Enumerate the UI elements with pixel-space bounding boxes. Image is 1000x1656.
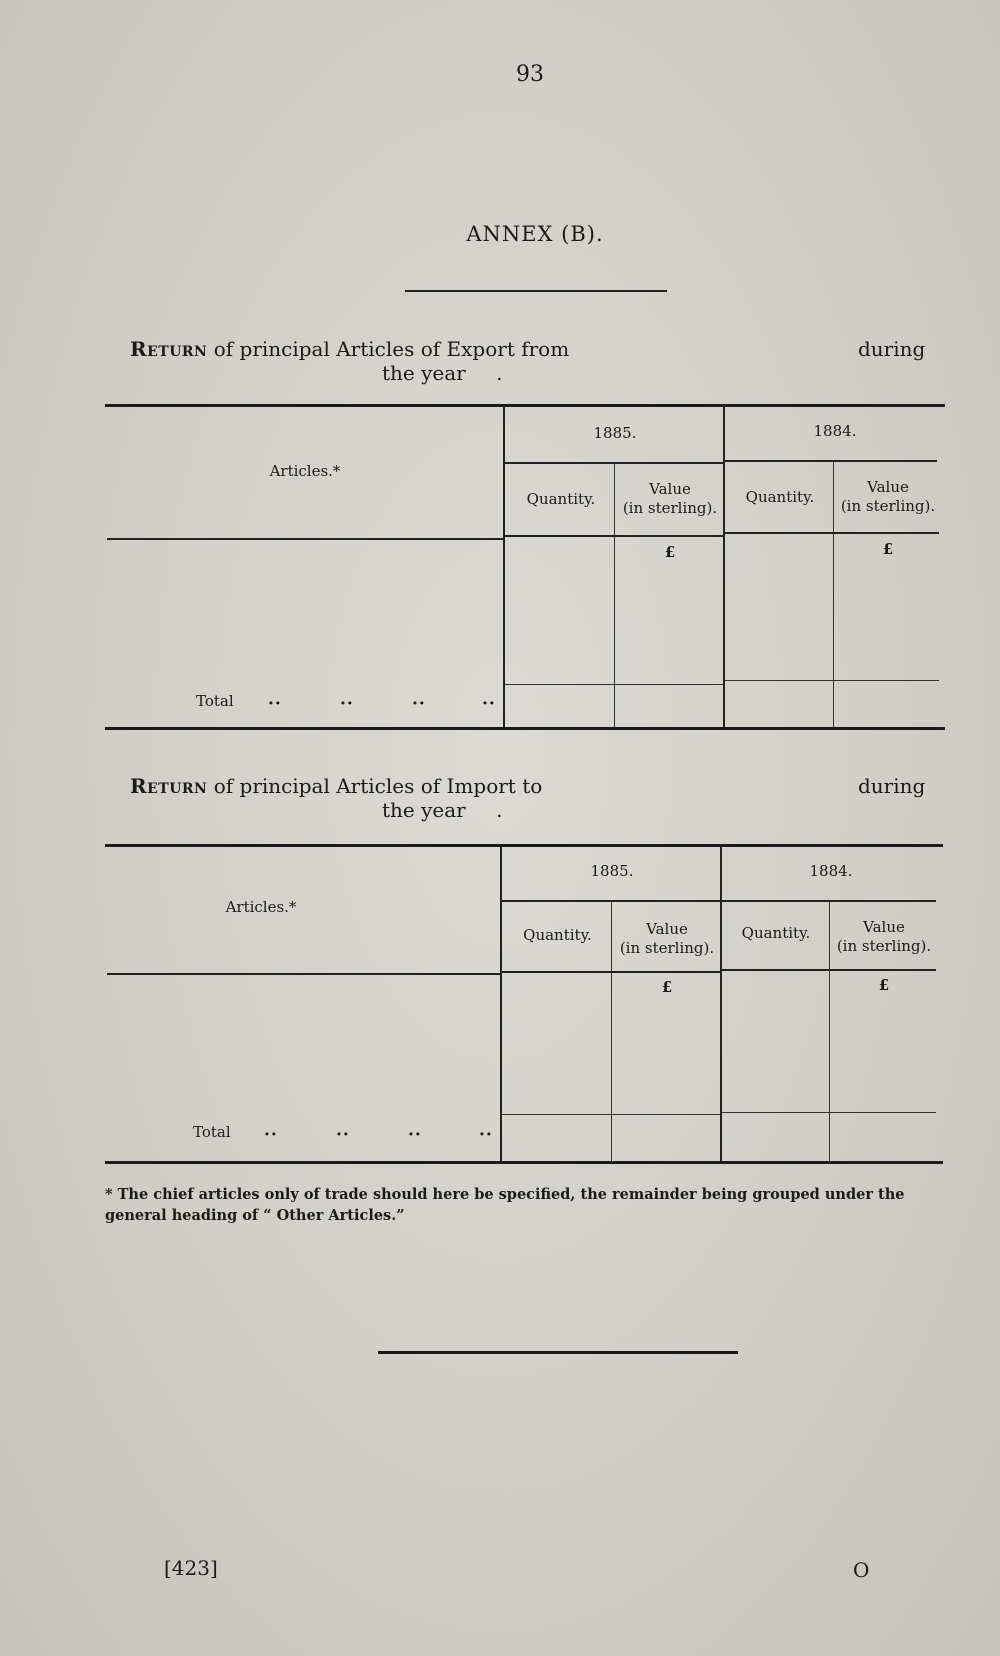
export-dots-1: ·· <box>268 694 282 714</box>
export-pound-1884: £ <box>882 540 894 558</box>
export-total-rule-b <box>725 680 939 681</box>
page-number: 93 <box>516 62 544 87</box>
import-articles-header: Articles.* <box>225 898 297 916</box>
export-during: during <box>858 337 926 361</box>
import-divider-a <box>611 902 612 1162</box>
export-quantity-1885: Quantity. <box>526 490 596 508</box>
annex-title: ANNEX (B). <box>466 222 604 246</box>
export-pound-1885: £ <box>664 543 676 561</box>
import-dots-4: ·· <box>479 1125 493 1145</box>
export-value-1885 <box>616 480 724 518</box>
export-value-1885-line1: Value <box>649 480 691 498</box>
export-heading <box>130 337 569 361</box>
import-during: during <box>858 774 926 798</box>
import-dots-2: ·· <box>336 1125 350 1145</box>
import-year-a-rule <box>502 900 720 902</box>
import-divider-b <box>829 902 830 1162</box>
import-heading-year <box>382 798 502 822</box>
export-value-1884-line1: Value <box>867 478 909 496</box>
export-divider-a <box>614 464 615 728</box>
export-total-label: Total <box>196 692 234 710</box>
export-quantity-1884: Quantity. <box>745 488 815 506</box>
export-year-b-rule <box>725 460 937 462</box>
import-quantity-1885: Quantity. <box>523 926 592 944</box>
export-year-a-header-rule <box>505 535 723 537</box>
import-year-a-header-rule <box>502 971 720 973</box>
import-value-1885-line1: Value <box>646 920 688 938</box>
signature-mark: [423] <box>164 1556 218 1580</box>
signature-letter: O <box>853 1558 870 1582</box>
import-value-1884-line1: Value <box>863 918 905 936</box>
import-value-1884 <box>831 918 937 956</box>
export-value-1884-line2: (in sterling). <box>840 497 936 515</box>
import-pound-1885: £ <box>661 978 673 996</box>
import-dots-1: ·· <box>264 1125 278 1145</box>
import-year-1885: 1885. <box>590 862 634 880</box>
export-dots-3: ·· <box>412 694 426 714</box>
bottom-rule <box>378 1351 738 1354</box>
import-value-1884-line2: (in sterling). <box>836 937 932 955</box>
export-year-1885: 1885. <box>593 424 637 442</box>
footnote: * The chief articles only of trade should here be specified, the remainder being grouped under the general heading of “ Other Articles.” <box>105 1186 905 1224</box>
import-heading-text: of principal Articles of Import to <box>207 774 543 798</box>
import-dots-3: ·· <box>408 1125 422 1145</box>
export-heading-dot: . <box>496 361 503 385</box>
export-year-b-header-rule <box>725 532 939 534</box>
export-heading-year-text: the year <box>382 361 466 385</box>
import-top-rule <box>105 844 943 847</box>
export-year-a-rule <box>505 462 723 464</box>
export-divider-b <box>833 462 834 728</box>
import-pound-1884: £ <box>878 976 890 994</box>
export-year-1884: 1884. <box>813 422 857 440</box>
import-year-b-header-rule <box>722 969 936 971</box>
export-value-1884 <box>835 478 941 516</box>
import-heading-prefix: Return <box>130 774 208 798</box>
export-dots-2: ·· <box>340 694 354 714</box>
import-total-rule-a <box>502 1114 720 1115</box>
export-articles-header: Articles.* <box>269 462 341 480</box>
export-heading-year <box>382 361 502 385</box>
export-heading-text: of principal Articles of Export from <box>207 337 570 361</box>
export-value-1885-line2: (in sterling). <box>622 499 718 517</box>
export-bottom-rule <box>105 727 945 730</box>
export-heading-prefix: Return <box>130 337 208 361</box>
import-value-1885 <box>613 920 721 958</box>
export-total-rule-a <box>505 684 723 685</box>
export-dots-4: ·· <box>482 694 496 714</box>
export-articles-rule <box>107 538 503 540</box>
import-total-rule-b <box>722 1112 936 1113</box>
import-bottom-rule <box>105 1161 943 1164</box>
import-total-label: Total <box>193 1123 231 1141</box>
export-divider-articles <box>503 406 505 728</box>
import-heading-year-text: the year <box>382 798 466 822</box>
export-top-rule <box>105 404 945 407</box>
import-heading-dot: . <box>496 798 503 822</box>
import-articles-rule <box>107 973 500 975</box>
import-heading <box>130 774 542 798</box>
import-quantity-1884: Quantity. <box>741 924 811 942</box>
import-divider-years <box>720 846 722 1162</box>
import-year-1884: 1884. <box>809 862 853 880</box>
import-year-b-rule <box>722 900 936 902</box>
title-rule <box>405 290 667 292</box>
import-value-1885-line2: (in sterling). <box>619 939 715 957</box>
